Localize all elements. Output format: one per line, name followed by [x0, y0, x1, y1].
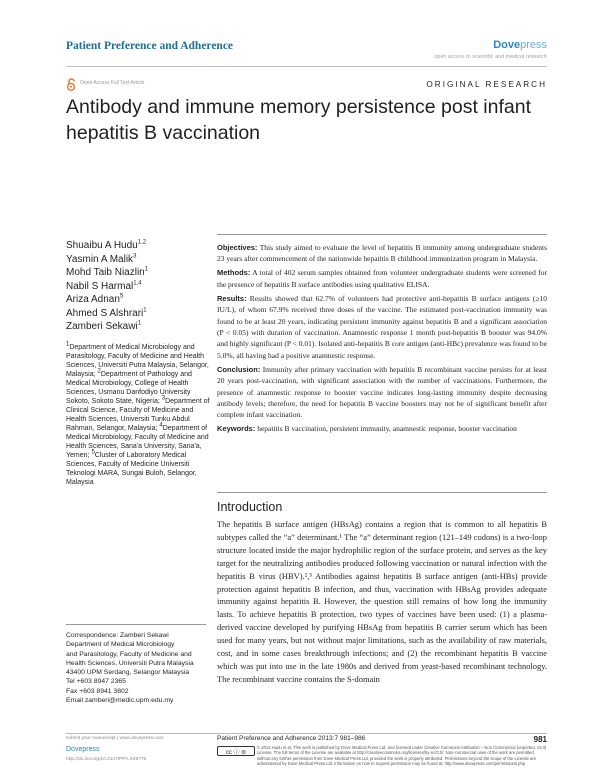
article-title: Antibody and immune memory persistence post infant hepatitis B vaccination — [66, 96, 531, 144]
author-name: Nabil S Harmal$^{1,4}$ — [66, 280, 142, 292]
author-name: Ahmed S Alshrari$^1$ — [66, 307, 147, 319]
section-label: ORIGINAL RESEARCH — [426, 80, 547, 89]
footer-publisher-logo[interactable]: Dovepress — [66, 746, 100, 753]
affiliations — [66, 343, 212, 487]
open-access-label: Open Access Full Text Article — [80, 80, 145, 86]
abstract-label: Keywords: — [217, 424, 256, 434]
abstract-paragraph — [217, 364, 547, 421]
open-access-icon — [66, 78, 76, 91]
publisher-name-post: press — [520, 39, 547, 51]
affiliation-number: 1 — [66, 341, 70, 348]
author-name: Mohd Taib Niazlin$^1$ — [66, 266, 149, 278]
correspondence-line: 43400 UPM Serdang, Selangor Malaysia — [66, 669, 190, 677]
correspondence-line: Tel +603 8947 2365 — [66, 678, 126, 686]
journal-title: Patient Preference and Adherence — [66, 40, 234, 52]
author-name: Shuaibu A Hudu$^{1,2}$ — [66, 239, 147, 251]
affiliation-number: 5 — [91, 449, 95, 456]
doi-link[interactable]: http://dx.doi.org/10.2147/PPA.S49776 — [66, 757, 147, 762]
correspondence-line: Health Sciences, Universiti Putra Malaysia — [66, 659, 194, 667]
page-number: 981 — [533, 735, 547, 744]
correspondence-divider — [66, 624, 206, 625]
correspondence-line: Department of Medical Microbiology — [66, 641, 175, 649]
abstract-label: Conclusion: — [217, 364, 261, 374]
submit-manuscript-link[interactable]: submit your manuscript | www.dovepress.com — [66, 736, 164, 741]
abstract-paragraph — [217, 293, 547, 361]
affiliation-text: Department of Medical Microbiology, Faculty of Medicine and Health Sciences, Sana'a University, Sana'a, Yemen; — [66, 425, 209, 459]
abstract — [217, 242, 547, 437]
affiliation-text: Department of Clinical Science, Faculty of Medicine and Health Sciences, Universiti Tunku Abdul Rahman, Selangor, Malaysia; — [66, 398, 210, 432]
abstract-text: Immunity after primary vaccination with hepatitis B recombinant vaccine persists for at least 20 years post-vaccination, with significant association with the number of vaccinations. Furthermore, the presence of anamnestic response to booster vaccine indicates long-lasting immunity despite decreasing antibody levels; therefore, the need for hepatitis B vaccine boosters may not be of significant benefit after complete infant vaccination. — [217, 364, 547, 420]
abstract-label: Objectives: — [217, 243, 258, 252]
affiliation-number: 3 — [161, 395, 166, 402]
affiliation-text: Department of Medical Microbiology and Parasitology, Faculty of Medicine and Health Sciences, Universiti Putra Malaysia, Selangor, Malaysia; — [66, 344, 209, 378]
footer-citation: Patient Preference and Adherence 2013:7 981–986 — [217, 735, 366, 742]
author-name: Yasmin A Malik$^3$ — [66, 253, 137, 265]
publisher-logo[interactable] — [493, 39, 547, 51]
abstract-text: Results showed that 62.7% of volunteers had protective anti-hepatitis B surface antigens (≥10 IU/L), of whom 67.9% received three doses of the vaccine. The estimated post-vaccination immunity was found to be at least 20 years, indicating persistent immunity against hepatitis B and a significant association (P < 0.05) with duration of vaccination. Anamnestic response 1 month post-hepatitis B booster was 94.0% and highly significant (P < 0.01). Isolated anti-hepatitis B core antigen (anti-HBc) prevalence was found to be 5.0%, all having had a positive anamnestic response. — [217, 293, 547, 360]
correspondence-line: Fax +603 8941 3802 — [66, 687, 129, 695]
footer-divider — [66, 733, 547, 734]
author-list — [66, 239, 206, 334]
header-divider — [66, 66, 547, 67]
license-text: © 2013 Hudu et al, This work is published by Dove Medical Press Ltd, and licensed under Creative Commons Attribution – Non Commercial (unported, v3.0) License. The full terms of the License are available at http://creativecommons.org/licenses/by-nc/3.0/. Non-commercial uses of the work are permitted without any further permission from Dove Medical Press Ltd, provided the work is properly attributed. Permissions beyond the scope of the License are administered by Dove Medical Press Ltd. Information on how to request permission may be found at: http://www.dovepress.com/permissions.php — [257, 745, 547, 767]
abstract-paragraph — [217, 242, 547, 265]
introduction-body: The hepatitis B surface antigen (HBsAg) contains a region that is common to all hepatitis B subtypes called the “a” determinant.¹ The “a” determinant region (121–149 codons) is a two-loop structure located inside the major hydrophilic region of the surface protein, and serves as the key target for the neutralizing antibodies produced following vaccination or natural infection with the hepatitis B virus (HBV).²,³ Antibodies against hepatitis B surface antigen (anti-HBs) provide protection against hepatitis B infection, and thus, vaccination with HBsAg provides adequate immunity against hepatitis B. However, the question still remains of how long the immunity lasts. To achieve hepatitis B protection, two types of vaccines have been used: (1) a plasma-derived vaccine developed by purifying HBsAg from hepatitis B carrier serum which has been used for many years, but not without major limitations, such as the availability of raw materials, cost, and in some cases breakthrough infections; and (2) the recombinant hepatitis B vaccine which was put into use in the late 1980s and derived from yeast-based recombinant technology. The recombinant vaccine contains the S-domain — [217, 519, 547, 684]
affiliation-text: Department of Pathology and Medical Microbiology, College of Health Sciences, Usmanu Danfodiyo University Sokoto, Sokoto State, Nigeria; — [66, 371, 192, 405]
abstract-text: This study aimed to evaluate the level of hepatitis B immunity among undergraduate students 23 years after commencement of the nationwide hepatitis B childhood immunization program in Malaysia. — [217, 243, 547, 264]
abstract-paragraph — [217, 423, 547, 434]
abstract-label: Results: — [217, 293, 247, 303]
correspondence-heading: Correspondence: Zamberi Sekawi — [66, 632, 169, 639]
correspondence-line: and Parasitology, Faculty of Medicine and — [66, 650, 192, 658]
publisher-name-pre: Dove — [493, 39, 521, 51]
creative-commons-icon[interactable]: cc ⓘ ⊜ — [217, 746, 255, 756]
author-name: Zamberi Sekawi$^1$ — [66, 320, 142, 332]
abstract-label: Methods: — [217, 268, 251, 278]
correspondence — [66, 631, 216, 705]
affiliation-number: 4 — [159, 422, 163, 429]
publisher-tagline: open access to scientific and medical research — [434, 54, 547, 60]
author-name: Ariza Adnan$^5$ — [66, 293, 124, 305]
affiliation-text: Cluster of Laboratory Medical Sciences, Faculty of Medicine Universiti Teknologi MARA, Sungai Buloh, Selangor, Malaysia — [66, 452, 197, 486]
abstract-divider-top — [217, 234, 547, 235]
abstract-text: A total of 402 serum samples obtained from volunteer undergraduate students were screened for the presence of hepatitis B surface antibodies using qualitative ELISA. — [217, 268, 547, 289]
affiliation-number: 2 — [97, 368, 101, 375]
introduction-heading: Introduction — [217, 500, 283, 514]
abstract-divider-bottom — [217, 492, 547, 493]
abstract-paragraph — [217, 267, 547, 290]
abstract-text: hepatitis B vaccination, persistent immunity, anamnestic response, booster vaccination — [255, 424, 517, 434]
correspondence-line[interactable]: Email zamberi@medic.upm.edu.my — [66, 697, 174, 705]
correspondence-lines — [66, 640, 216, 705]
